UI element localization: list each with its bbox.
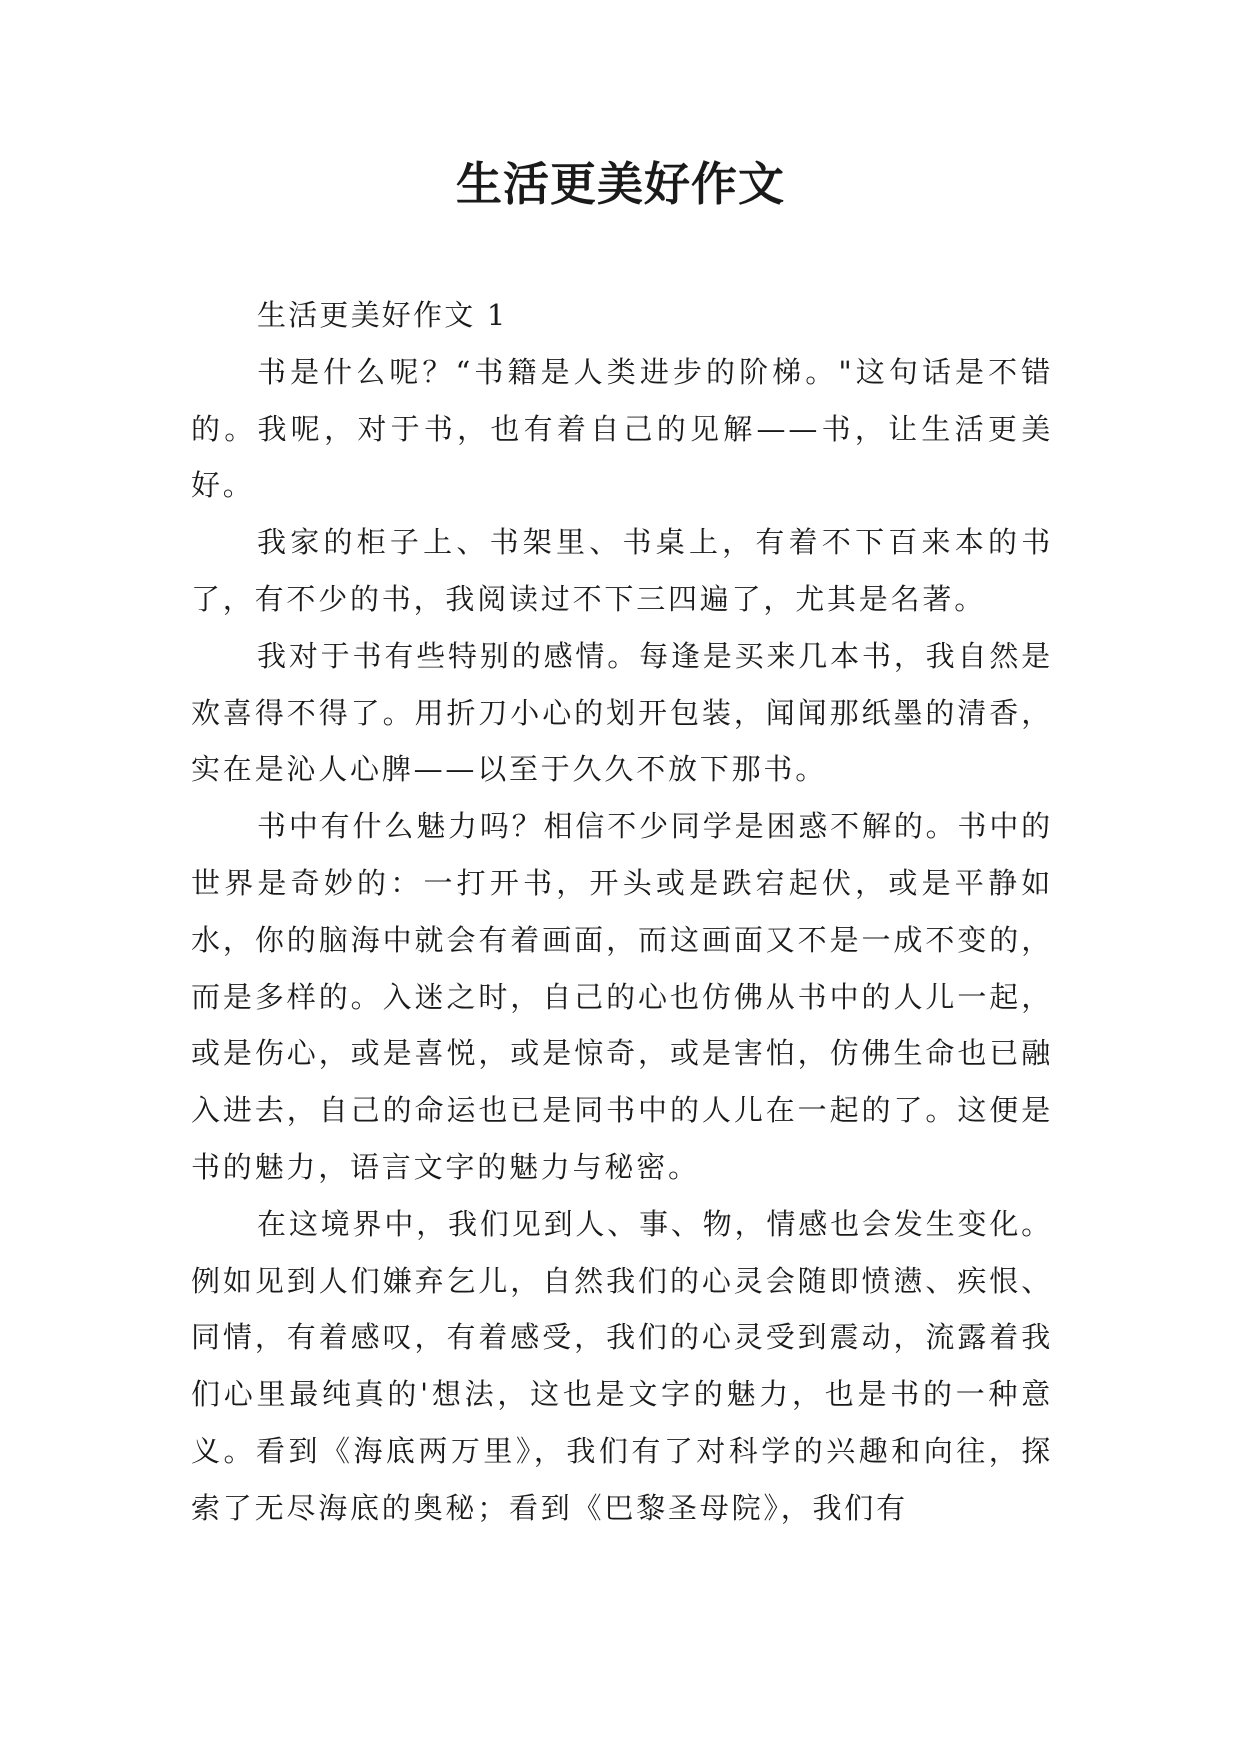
paragraph: 我家的柜子上、书架里、书桌上，有着不下百来本的书了，有不少的书，我阅读过不下三四遍了，尤其是名著。	[191, 525, 1053, 616]
document-body	[191, 287, 1053, 1537]
paragraph: 在这境界中，我们见到人、事、物，情感也会发生变化。例如见到人们嫌弃乞儿，自然我们的心灵会随即愤懑、疾恨、同情，有着感叹，有着感受，我们的心灵受到震动，流露着我们心里最纯真的'想法，这也是文字的魅力，也是书的一种意义。看到《海底两万里》，我们有了对科学的兴趣和向往，探索了无尽海底的奥秘；看到《巴黎圣母院》，我们有	[191, 1206, 1053, 1525]
paragraph: 我对于书有些特别的感情。每逢是买来几本书，我自然是欢喜得不得了。用折刀小心的划开包装，闻闻那纸墨的清香，实在是沁人心脾——以至于久久不放下那书。	[191, 638, 1053, 787]
section-heading: 生活更美好作文 1	[257, 298, 508, 332]
paragraph: 书中有什么魅力吗？相信不少同学是困惑不解的。书中的世界是奇妙的：一打开书，开头或是跌宕起伏，或是平静如水，你的脑海中就会有着画面，而这画面又不是一成不变的，而是多样的。入迷之时，自己的心也仿佛从书中的人儿一起，或是伤心，或是喜悦，或是惊奇，或是害怕，仿佛生命也已融入进去，自己的命运也已是同书中的人儿在一起的了。这便是书的魅力，语言文字的魅力与秘密。	[191, 809, 1053, 1184]
paragraph: 书是什么呢？“书籍是人类进步的阶梯。"这句话是不错的。我呢，对于书，也有着自己的见解——书，让生活更美好。	[191, 354, 1053, 503]
document-title: 生活更美好作文	[456, 157, 785, 211]
